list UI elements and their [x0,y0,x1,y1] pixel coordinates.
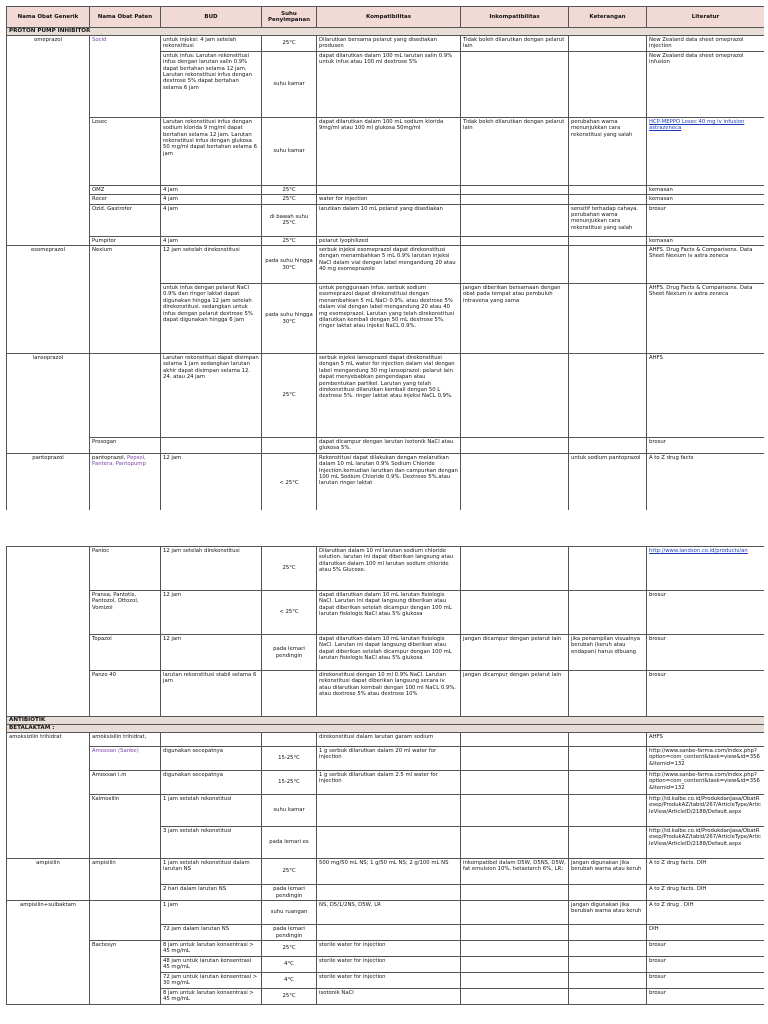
table-row [7,185,765,194]
literature-cell: A to Z drug facts. DIH [647,885,765,901]
notes-cell: perubahan warna menunjukkan cara rekonstitusi yang salah [569,117,647,185]
incompat-cell: inkompatibel dalam D5W, D5NS, D5W, fat emulsion 10%, hetastarch 6%, LR; [461,859,569,885]
storage-cell: pada lemari pendingin [262,635,317,671]
header-storage: Suhu Penyimpanan [262,7,317,28]
table-row [7,453,765,510]
generic-name: ampisilin+sulbaktam [7,901,90,1005]
compat-cell: dapat dilarutkan dalam 100 mL larutan salin 0.9% untuk infus atau 100 ml dextrose 5% [317,51,461,117]
brand-name [90,901,161,941]
notes-cell [569,185,647,194]
storage-cell: di bawah suhu 25°C [262,204,317,236]
table-row [7,438,765,454]
brand-name: Bactesyn [90,941,161,1005]
incompat-cell: jangan diberikan bersamaan dengan obat pada tempat atau pembuluh intravena yang sama [461,284,569,354]
notes-cell [569,941,647,957]
notes-cell: jangan digunakan jika berubah warna atau keruh [569,901,647,925]
table-row [7,117,765,185]
brand-name: Nexium [90,246,161,354]
section-row [7,28,765,36]
header-literature: Literatur [647,7,765,28]
literature-cell: brosur [647,957,765,973]
storage-cell: 15-25°C [262,747,317,771]
compat-cell: Dilarutkan dalam 10 ml larutan sodium chloride solution. larutan ini dapat diberikan langsung atau dilarutkan dalam 100 ml larutan sodium chloride atau 5% Glucose. [317,547,461,591]
storage-cell: 25°C [262,859,317,885]
compat-cell [317,185,461,194]
literature-cell: brosur [647,438,765,454]
notes-cell [569,195,647,204]
bud-cell: 72 jam untuk larutan konsentrasi > 30 mg/mL [161,973,262,989]
page-gap [0,512,768,544]
brand-name: Pumpitor [90,236,161,245]
bud-cell: 1 jam [161,901,262,925]
compat-cell: water for injection [317,195,461,204]
storage-cell: 25°C [262,236,317,245]
brand-name: Amoxsan i.m [90,771,161,795]
storage-cell: 25°C [262,195,317,204]
literature-cell: New Zealand data sheet omeprazol infusion [647,51,765,117]
storage-cell: suhu kamar [262,117,317,185]
compat-cell: isotonik NaCl [317,989,461,1005]
notes-cell [569,438,647,454]
literature-cell: AHFS. Drug Facts & Comparisons. Data Sheet Nexium iv astra zeneca [647,284,765,354]
brand-name: Rocer [90,195,161,204]
literature-cell: brosur [647,635,765,671]
table-row [7,747,765,771]
table-row [7,547,765,591]
storage-cell [262,438,317,454]
compat-cell: pelarut lyophilized [317,236,461,245]
brand-name: Ozid. Gastrofer [90,204,161,236]
generic-name: amoksizilin trihidrat [7,733,90,859]
brand-name: amoksisilin trihidrat, [90,733,161,747]
section-betalaktam: BETALAKTAM : [7,725,765,733]
table-row [7,671,765,717]
generic-name: omeprazol [7,36,90,246]
incompat-cell [461,354,569,438]
bud-cell: 4 jam [161,195,262,204]
notes-cell [569,51,647,117]
literature-cell: kemasan [647,185,765,194]
bud-cell: Larutan rekonstitusi infus dengan sodium klorida 9 mg/ml dapat bertahan selama 12 jam. Larutan rekonstitusi infus dengan glukosa 50 mg/ml dapat bertahan selama 6 jam [161,117,262,185]
compat-cell: Dilarutkan bersama pelarut yang disediakan produsen [317,36,461,52]
incompat-cell: Tidak boleh dilarutkan dengan pelarut lain [461,117,569,185]
brand-name-text: Pepsol, Pantera, Pantopump [92,454,146,468]
table-row [7,733,765,747]
storage-cell: 25°C [262,941,317,957]
incompat-cell [461,957,569,973]
brand-name-text: pantoprazol, [92,454,127,461]
notes-cell [569,733,647,747]
notes-cell [569,671,647,717]
section-antibiotik: ANTIBIOTIK [7,717,765,725]
storage-cell: 25°C [262,185,317,194]
incompat-cell [461,885,569,901]
brand-name: Socid [90,36,161,118]
bud-cell: untuk infus dengan pelarut NaCl 0.9% dan ringer laktat dapat digunakan hingga 12 jam setelah direkonstitusi. sedangkan untuk infus dengan pelarut dextrose 5% dapat digunakan hingga 6 jam [161,284,262,354]
bud-cell: 1 jam setelah rekonstitusi dalam larutan NS [161,859,262,885]
brand-name: Kalmoxilin [90,795,161,859]
table-row [7,591,765,635]
storage-cell [262,671,317,717]
incompat-cell [461,547,569,591]
header-brand: Nama Obat Paten [90,7,161,28]
bud-cell: untuk infus: Larutan rekonstitusi infus dengan larutan salin 0.9% dapat bertahan selama 12 jam. Larutan rekonstitusi infus dengan dextrose 5% dapat bertahan selama 6 jam [161,51,262,117]
compat-cell: Rekonstitusi dapat dilakukan dengan melarutkan dalam 10 mL larutan 0.9% Sodium Chloride Injection.kemudian larutkan dan campurkan dengan 100 mL Sodium Chloride 0.9%. Dextrose 5%.atau larutan ringer laktat [317,453,461,510]
storage-cell: pada lemari pendingin [262,925,317,941]
literature-cell: brosur [647,941,765,957]
incompat-cell: jangan dicampur dengan pelarut lain [461,671,569,717]
header-notes: Keterangan [569,7,647,28]
generic-name: ampisilin [7,859,90,901]
bud-cell: 12 jam setelah direkonstitusi [161,547,262,591]
incompat-cell [461,925,569,941]
compat-cell: sterile water for injection [317,973,461,989]
notes-cell [569,246,647,284]
brand-name: Panloc [90,547,161,591]
brand-name: Prosogan [90,438,161,454]
incompat-cell: jangan dicampur dengan pelarut lain [461,635,569,671]
incompat-cell [461,901,569,925]
table-row [7,354,765,438]
incompat-cell: Tidak boleh dilarutkan dengan pelarut lain [461,36,569,52]
brand-name: OMZ [90,185,161,194]
compat-cell: dapat dilarutkan dalam 10 mL larutan fisiologis NaCl. Larutan ini dapat langsung diberikan atau dapat diberikan setelah dicampur dengan 100 mL larutan fisiologis NaCl atau 5% glukosa [317,635,461,671]
generic-name [7,547,90,717]
bud-cell: 12 jam [161,635,262,671]
table-header-row [7,7,765,28]
literature-cell: AHFS [647,354,765,438]
section-row [7,717,765,725]
incompat-cell [461,827,569,859]
literature-cell: brosur [647,591,765,635]
storage-cell: 25°C [262,989,317,1005]
incompat-cell [461,795,569,827]
incompat-cell [461,941,569,957]
bud-cell [161,733,262,747]
header-compatibility: Kompatibilitas [317,7,461,28]
compat-cell: direkonstitusi dalam larutan garam sodium [317,733,461,747]
literature-cell: brosur [647,989,765,1005]
compat-cell [317,885,461,901]
storage-cell: suhu kamar [262,795,317,827]
bud-cell [161,438,262,454]
literature-cell: brosur [647,204,765,236]
document-page-2 [6,546,764,1024]
table-row [7,795,765,827]
brand-name [90,453,161,510]
notes-cell [569,354,647,438]
compat-cell [317,925,461,941]
compat-cell: 500 mg/50 mL NS; 1 g/50 mL NS; 2 g/100 mL NS [317,859,461,885]
notes-cell [569,747,647,771]
brand-name: Topazol [90,635,161,671]
incompat-cell [461,195,569,204]
compat-cell: larutkan dalam 10 mL pelarut yang disediakan [317,204,461,236]
storage-cell: < 25°C [262,591,317,635]
compat-cell: sterile water for injection [317,957,461,973]
notes-cell [569,591,647,635]
storage-cell: 4°C [262,957,317,973]
storage-cell: suhu ruangan [262,901,317,925]
notes-cell: sensitif terhadap cahaya. perubahan warna menunjukkan cara rekonstitusi yang salah [569,204,647,236]
literature-cell: kemasan [647,195,765,204]
notes-cell [569,925,647,941]
notes-cell [569,989,647,1005]
table-row [7,859,765,885]
brand-name: Amoxsan (Sanbe) [90,747,161,771]
compat-cell: dapat dicampur dengan larutan isotonik NaCl atau glukosa 5%. [317,438,461,454]
section-row [7,725,765,733]
bud-cell: digunakan secepatnya [161,771,262,795]
notes-cell [569,827,647,859]
incompat-cell [461,733,569,747]
brand-name [90,354,161,438]
drug-table-page-2 [6,546,764,1005]
bud-cell: 2 hari dalam larutan NS [161,885,262,901]
storage-cell: pada suhu hingga 30°C [262,284,317,354]
literature-cell: brosur [647,671,765,717]
incompat-cell [461,204,569,236]
header-generic: Nama Obat Generik [7,7,90,28]
notes-cell: jangan digunakan jika berubah warna atau keruh [569,859,647,885]
table-row [7,204,765,236]
bud-cell: 4 jam [161,185,262,194]
generic-name: lansoprazol [7,354,90,454]
notes-cell [569,284,647,354]
compat-cell: dapat dilarutkan dalam 100 mL sodium klorida 9mg/ml atau 100 ml glukosa 50mg/ml [317,117,461,185]
drug-table-page-1 [6,6,764,510]
bud-cell: untuk injeksi: 4 jam setelah rekonstitusi [161,36,262,52]
incompat-cell [461,973,569,989]
table-row [7,635,765,671]
bud-cell: Larutan rekonstitusi dapat disimpan selama 1 jam sedangkan larutan akhir dapat disimpan selama 12. 24. atau 24 jam [161,354,262,438]
brand-name: Pransa, Pantotis, Pantozol, Ottozol, Vomizol [90,591,161,635]
bud-cell: 4 jam [161,204,262,236]
compat-cell: untuk penggunaan infus. serbuk sodium esomeprazol dapat direkonstitusi dengan menambahkan 5 mL NaCl 0.9%. atau dextrose 5% dalam vial dengan label mengandung 20 atau 40 mg esomeprazol. Larutan yang telah direkonstitusi dilarutkan kembali dengan 50 mL dextrose 5%. ringer laktat atau injeksi NaCL 0.9%. [317,284,461,354]
bud-cell: 8 jam untuk larutan konsentrasi > 45 mg/mL [161,941,262,957]
storage-cell: 25°C [262,354,317,438]
section-ppi: PROTON PUMP INHIBITOR [7,28,765,36]
bud-cell: larutan rekonstitusi stabil selama 6 jam [161,671,262,717]
notes-cell [569,957,647,973]
compat-cell: serbuk injeksi lansoprazol dapat direkonstitusi dengan 5 mL water for injection dalam vial dengan label mengandung 30 mg lansoprazol: pelarut lain dapat menyebabkan pengendapan atau pembentukan partikel. Larutan yang telah direkonstitusi dilarutkan kembali dengan 50 L dextrose 5%. ringer laktat atau injeksi NaCL 0.9%. [317,354,461,438]
table-row [7,195,765,204]
storage-cell: 25°C [262,547,317,591]
table-row [7,36,765,52]
storage-cell: pada suhu hingga 30°C [262,246,317,284]
storage-cell: suhu kamar [262,51,317,117]
storage-cell: pada lemari pendingin [262,885,317,901]
compat-cell: dapat dilarutkan dalam 10 mL larutan fisiologis NaCl. Larutan ini dapat langsung diberikan atau dapat diberikan setelah dicampur dengan 100 mL larutan fisiologis NaCl atau 5% glukosa [317,591,461,635]
storage-cell: < 25°C [262,453,317,510]
notes-cell [569,795,647,827]
literature-cell: brosur [647,973,765,989]
literature-cell: AHFS. Drug Facts & Comparisons. Data Sheet Nexium iv astra zeneca [647,246,765,284]
literature-cell: http://www.sanbe-farma.com/index.php?option=com_content&task=view&id=356&Itemid=132 [647,771,765,795]
compat-cell: serbuk injeksi esomeprazol dapat direkonstitusi dengan menambahkan 5 mL 0.9% larutan injeksi NaCl dalam vial dengan label mengandung 20 atau 40 mg esomeprazole [317,246,461,284]
literature-cell: A to Z drug facts [647,453,765,510]
compat-cell: NS, D5/1/2NS, D5W, LR [317,901,461,925]
bud-cell: digunakan secepatnya [161,747,262,771]
table-row [7,901,765,925]
literature-link[interactable]: HCP-MEPPO Losec 40 mg iv infusion astrazeneca [647,117,765,185]
literature-cell: http://id.kalbe.co.id/ProdukdanJasa/ObatResep/ProdukAZ/tabid/267/ArticleType/ArticleView/ArticleID/2188/Default.aspx [647,795,765,827]
bud-cell: 12 jam [161,591,262,635]
compat-cell [317,827,461,859]
literature-cell: A to Z drug facts. DIH [647,859,765,885]
header-bud: BUD [161,7,262,28]
compat-cell [317,795,461,827]
literature-cell: http://id.kalbe.co.id/ProdukdanJasa/ObatResep/ProdukAZ/tabid/267/ArticleType/ArticleView/ArticleID/2188/Default.aspx [647,827,765,859]
bud-cell: 3 jam setelah rekonstitusi [161,827,262,859]
table-row [7,246,765,284]
compat-cell: sterile water for injection [317,941,461,957]
storage-cell: 15-25°C [262,771,317,795]
brand-name: Panzo 40 [90,671,161,717]
brand-name: Losec [90,117,161,185]
storage-cell: 25°C [262,36,317,52]
compat-cell: direkonstitusi dengan 10 ml 0.9% NaCl. Larutan rekonstitusi dapat diberikan langsung secara iv atau dilarutkan kembali dengan 100 ml NaCL 0.9%. atau dextrose 5% atau dextrose 10% [317,671,461,717]
brand-name: ampisilin [90,859,161,901]
literature-cell: http://www.sanbe-farma.com/index.php?option=com_content&task=view&id=356&Itemid=132 [647,747,765,771]
storage-cell [262,733,317,747]
notes-cell: untuk sodium pantoprazol [569,453,647,510]
header-incompatibility: Inkompatibilitas [461,7,569,28]
storage-cell: pada lemari es [262,827,317,859]
bud-cell: 4 jam [161,236,262,245]
incompat-cell [461,591,569,635]
incompat-cell [461,771,569,795]
literature-cell: A to Z drug . DIH [647,901,765,925]
compat-cell: 1 g serbuk dilarutkan dalam 2.5 ml water for injection [317,771,461,795]
bud-cell: 8 jam untuk larutan konsentrasi > 45 mg/mL [161,989,262,1005]
notes-cell [569,547,647,591]
incompat-cell [461,747,569,771]
notes-cell [569,973,647,989]
table-row [7,236,765,245]
literature-cell: New Zealand data sheet omeprazol injection [647,36,765,52]
incompat-cell [461,453,569,510]
bud-cell: 72 jam dalam larutan NS [161,925,262,941]
table-row [7,771,765,795]
incompat-cell [461,51,569,117]
incompat-cell [461,989,569,1005]
document-page-1 [6,6,764,510]
incompat-cell [461,438,569,454]
literature-cell: AHFS [647,733,765,747]
bud-cell: 12 jam [161,453,262,510]
compat-cell: 1 g serbuk dilarutkan dalam 20 ml water for injection [317,747,461,771]
notes-cell [569,36,647,52]
storage-cell: 4°C [262,973,317,989]
literature-cell: DIH [647,925,765,941]
incompat-cell [461,246,569,284]
literature-cell: kemasan [647,236,765,245]
generic-name: esomeprazol [7,246,90,354]
bud-cell: 48 jam untuk larutan konsentrasi 45 mg/mL [161,957,262,973]
notes-cell [569,236,647,245]
incompat-cell [461,236,569,245]
notes-cell [569,885,647,901]
notes-cell [569,771,647,795]
generic-name: pantoprazol [7,453,90,510]
notes-cell: jika penampilan visualnya berubah (keruh atau endapan) harus dibuang [569,635,647,671]
bud-cell: 12 jam setelah direkonstitusi [161,246,262,284]
literature-link[interactable]: http://www.landson.co.id/products/an [647,547,765,591]
incompat-cell [461,185,569,194]
table-row [7,941,765,957]
bud-cell: 1 jam setelah rekonstitusi [161,795,262,827]
